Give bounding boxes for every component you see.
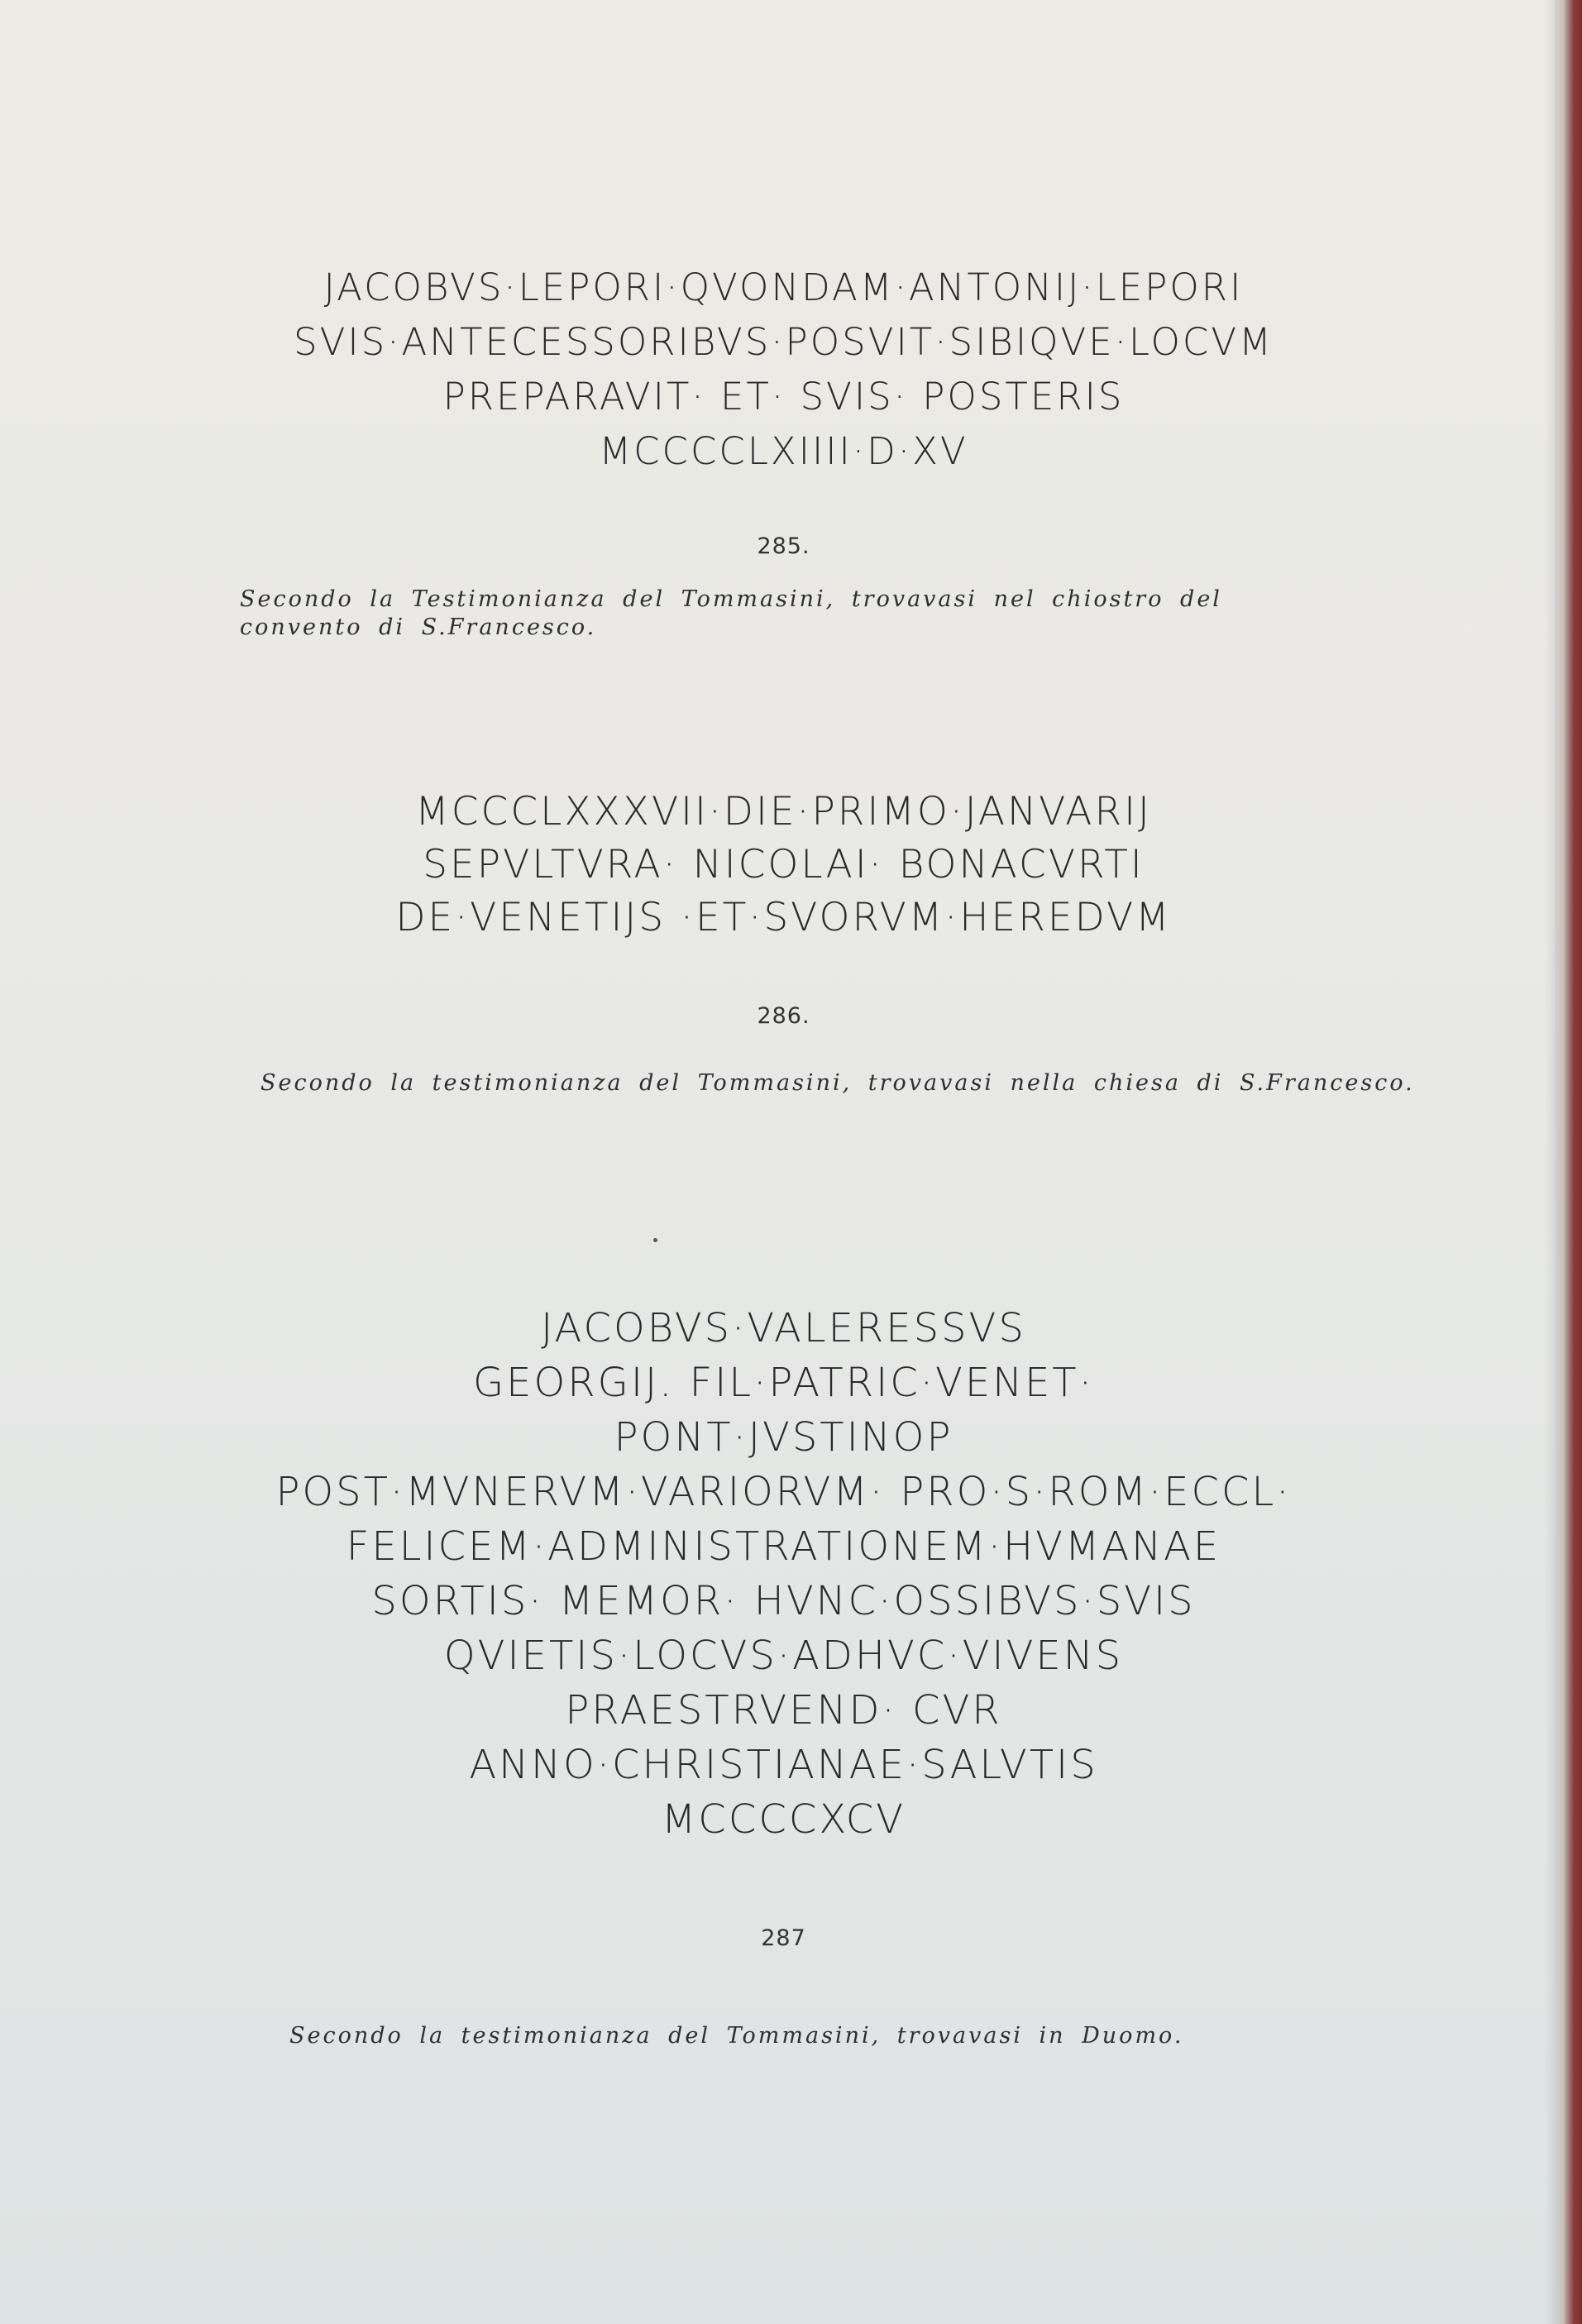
inscription-line: DE·VENETIJS ·ET·SVORVM·HEREDVM bbox=[395, 895, 1172, 940]
inscription-text bbox=[0, 261, 1567, 479]
source-note: Secondo la Testimonianza del Tommasini, trovavasi nel chiostro del convento di S.Francesco. bbox=[240, 586, 1222, 640]
inscription-285 bbox=[0, 261, 1567, 479]
inscription-line: PRAESTRVEND· CVR bbox=[565, 1687, 1002, 1733]
entry-number: 285. bbox=[757, 533, 810, 559]
inscription-line: JACOBVS·LEPORI·QVONDAM·ANTONIJ·LEPORI bbox=[323, 265, 1244, 309]
inscription-287 bbox=[0, 1301, 1567, 1847]
source-note: Secondo la testimonianza del Tommasini, trovavasi in Duomo. bbox=[289, 2023, 1184, 2049]
inscription-286 bbox=[0, 786, 1567, 944]
book-edge bbox=[1555, 0, 1582, 2324]
inscription-line: MCCCCLXIIII·D·XV bbox=[599, 429, 968, 473]
inscription-line: SEPVLTVRA· NICOLAI· BONACVRTI bbox=[423, 842, 1145, 887]
inscription-line: QVIETIS·LOCVS·ADHVC·VIVENS bbox=[443, 1633, 1124, 1679]
entry-number: 287 bbox=[761, 1925, 806, 1951]
inscription-line: MCCCLXXXVII·DIE·PRIMO·JANVARIJ bbox=[415, 789, 1152, 834]
inscription-line: FELICEM·ADMINISTRATIONEM·HVMANAE bbox=[346, 1523, 1221, 1570]
inscription-line: SORTIS· MEMOR· HVNC·OSSIBVS·SVIS bbox=[371, 1578, 1196, 1624]
inscription-line: GEORGIJ. FIL·PATRIC·VENET· bbox=[472, 1360, 1094, 1406]
ink-dot bbox=[653, 1238, 657, 1242]
inscription-text bbox=[0, 1301, 1567, 1847]
source-note: Secondo la testimonianza del Tommasini, trovavasi nella chiesa di S.Francesco. bbox=[260, 1070, 1415, 1096]
entry-number: 286. bbox=[757, 1003, 810, 1029]
inscription-line: PONT·JVSTINOP bbox=[614, 1414, 954, 1461]
inscription-line: SVIS·ANTECESSORIBVS·POSVIT·SIBIQVE·LOCVM bbox=[294, 320, 1274, 364]
inscription-line: JACOBVS·VALERESSVS bbox=[541, 1305, 1026, 1351]
inscription-line: POST·MVNERVM·VARIORVM· PRO·S·ROM·ECCL· bbox=[275, 1469, 1292, 1515]
inscription-line: ANNO·CHRISTIANAE·SALVTIS bbox=[469, 1742, 1098, 1788]
inscription-line: MCCCCXCV bbox=[661, 1796, 906, 1843]
inscription-text bbox=[0, 786, 1567, 944]
inscription-line: PREPARAVIT· ET· SVIS· POSTERIS bbox=[442, 375, 1125, 418]
